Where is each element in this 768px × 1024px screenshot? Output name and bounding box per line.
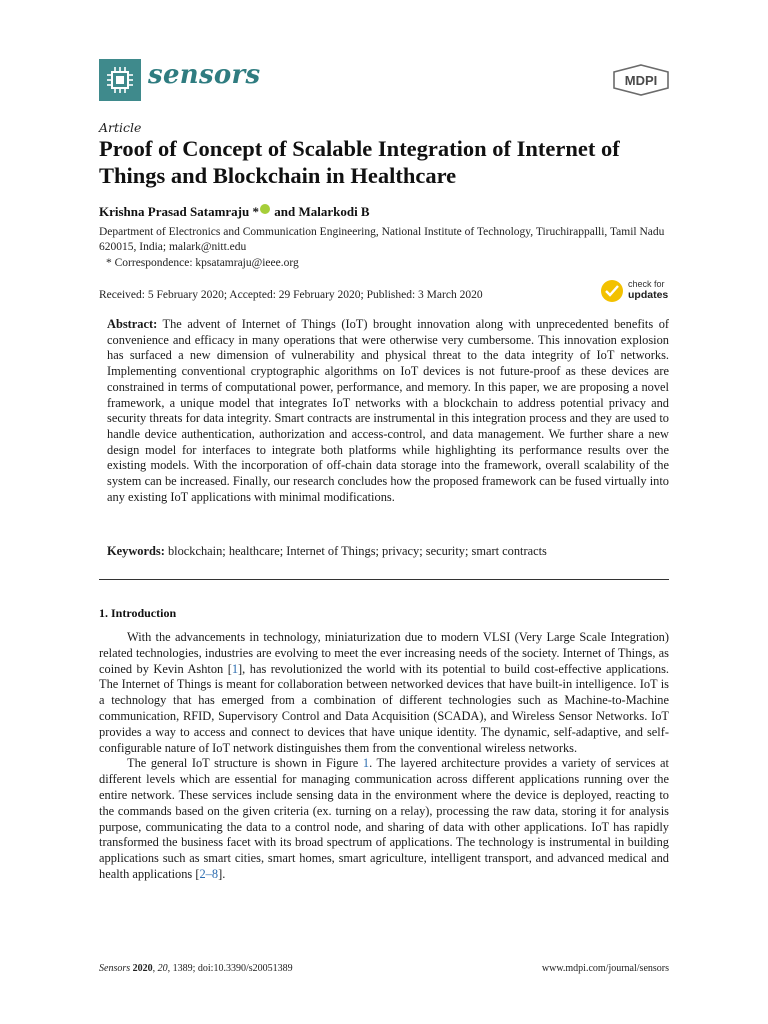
abstract [107,317,669,505]
footer-year: 2020 [132,963,153,974]
figure-link[interactable]: 1 [362,756,370,771]
author-name: Malarkodi B [298,204,370,219]
footer-volume: 20 [157,963,168,974]
paragraph-text: ], has revolutionized the world with its potential to build cost-effective applications. The Internet of Things is meant for collaboration between networked devices that have built-in intelligence. IoT is a technology that has emerged from a combination of different technologies such as Machine-to-Machine communication, RFID, Supervisory Control and Data Acquisition (SCADA), and Wireless Sensor Networks. IoT provides a way to access and connect to devices that have unique identity. The dynamic, self-adaptive, and self-configurable nature of IoT network distinguishes them from the conventional wireless networks. [99,661,669,755]
journal-name: sensors [148,60,261,90]
paragraph-text: The general IoT structure is shown in Figure [127,756,363,771]
section-divider [99,579,669,580]
paper-title: Proof of Concept of Scalable Integration of Internet of Things and Blockchain in Healthcare [99,136,620,188]
check-updates-icon [601,280,623,302]
journal-logo-icon [99,59,141,101]
author-name: Krishna Prasad Satamraju [99,204,250,219]
keywords [107,544,669,559]
check-for-updates-button[interactable] [601,278,681,304]
paragraph-text: ]. [218,866,226,881]
publisher-label: MDPI [624,73,658,88]
correspondence: * Correspondence: kpsatamraju@ieee.org [106,257,299,269]
journal-url-link[interactable]: www.mdpi.com/journal/sensors [541,963,669,974]
body-text [99,630,669,883]
abstract-label: Abstract: [107,317,158,331]
citation-footer: Sensors 2020, 20, 1389; doi:10.3390/s20051389 [99,963,293,974]
article-type-label: Article [99,120,142,135]
keywords-label: Keywords: [107,544,165,558]
orcid-icon[interactable] [260,204,270,214]
check-updates-line2: updates [628,289,669,301]
paragraph [99,630,669,756]
paragraph-text: . The layered architecture provides a variety of services at different levels which are essential for managing communication across different applications running over the entire network. These services include sensing data in the environment where the device is deployed, reacting to the commands based on the given criteria (ex. turning on a relay), processing the raw data, storing it for analysis purpose, communicating the data to a control node, and sharing of data with other applications. IoT has rapidly transformed the business facet with its broad spectrum of applications. The technology is instrumental in building applications such as smart cities, smart homes, smart agriculture, intelligent transport, and advanced medical and health applications [ [99,756,669,881]
corresponding-mark: * [252,204,259,219]
paragraph [99,756,669,882]
footer-doi: , 1389; doi:10.3390/s20051389 [167,963,293,974]
citation-link[interactable]: 1 [231,661,239,676]
publication-dates: Received: 5 February 2020; Accepted: 29 February 2020; Published: 3 March 2020 [99,289,483,301]
abstract-text: The advent of Internet of Things (IoT) brought innovation along with unprecedented benefits of convenience and efficacy in many operations that were otherwise very cumbersome. This innovation explosion has surfaced a new dimension of vulnerability and physical threat to the data integrity of IoT networks. Implementing conventional cryptographic algorithms on IoT devices is not future-proof as these devices are constrained in terms of computational power, performance, and memory. In this paper, we are proposing a novel framework, a unique model that integrates IoT networks with a blockchain to address potential privacy and security threats for data integrity. Smart contracts are instrumental in this integration process and they are used to handle device authentication, authorization and access-control, and data management. We further share a new design model for interfaces to integrate both platforms while highlighting its performance results over the existing models. With the incorporation of off-chain data storage into the framework, overall scalability of the system can be increased. Finally, our research concludes how the proposed framework can be fused virtually into any existing IoT applications with minimal modifications. [107,317,670,504]
author-connector: and [270,204,299,219]
mdpi-logo-icon[interactable] [612,64,670,100]
check-updates-line1: check for [628,279,665,289]
keywords-text: blockchain; healthcare; Internet of Things; privacy; security; smart contracts [167,544,547,558]
affiliation: Department of Electronics and Communication Engineering, National Institute of Technology, Tiruchirappalli, Tamil Nadu 620015, India; malark@nitt.edu [99,226,665,253]
author-list [99,204,370,220]
section-heading: 1. Introduction [99,606,177,620]
citation-link[interactable]: 2–8 [199,866,219,881]
paragraph-text: With the advancements in technology, miniaturization due to modern VLSI (Very Large Scale Integration) related technologies, industries are evolving to meet the ever increasing needs of the society. Internet of Things, as coined by Kevin Ashton [ [99,630,669,676]
footer-journal: Sensors [99,963,131,974]
